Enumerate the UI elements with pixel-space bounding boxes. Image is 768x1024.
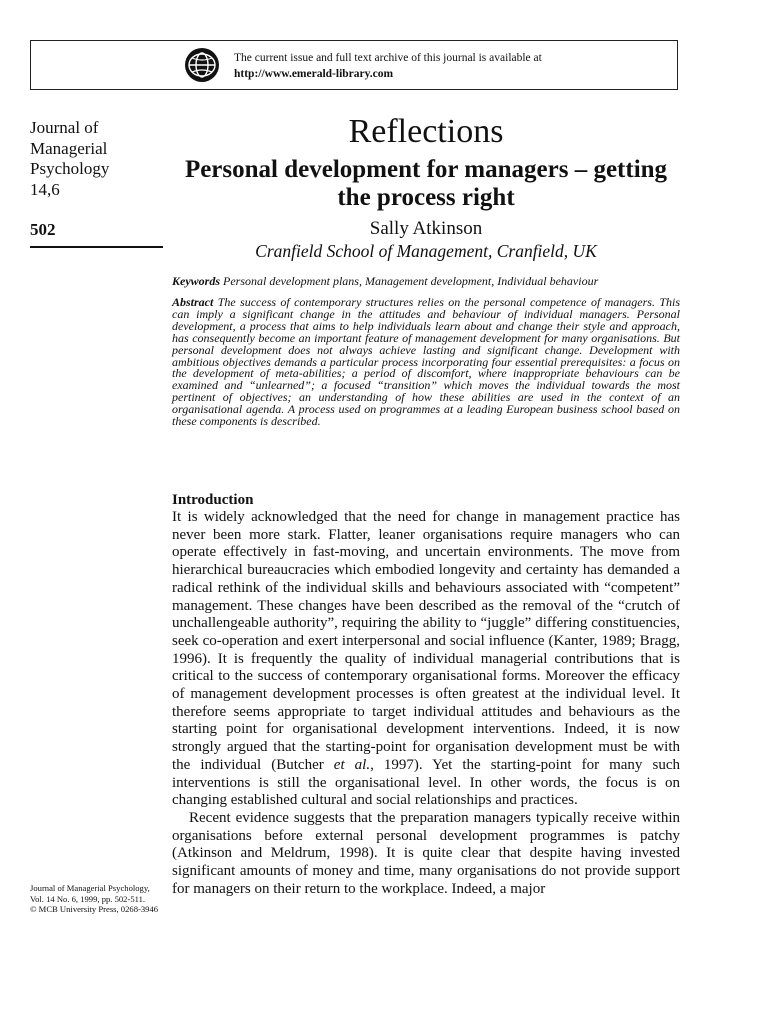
citation-etal: et al., — [333, 756, 374, 773]
keywords — [172, 274, 680, 288]
banner-url-link[interactable]: http://www.emerald-library.com — [234, 68, 394, 80]
abstract — [172, 297, 680, 428]
author-name: Sally Atkinson — [369, 218, 483, 239]
journal-volume: 14,6 — [30, 179, 60, 199]
paragraph: Recent evidence suggests that the preparation managers typically receive within organisations before external personal development programmes is patchy (Atkinson and Meldrum, 1998). It is quite clear that despite having invested significant amounts of money and time, many organisations do not provide support for managers on their return to the workplace. Indeed, a major — [172, 809, 680, 897]
keywords-label: Keywords — [172, 274, 220, 288]
introduction-body — [172, 509, 680, 898]
abstract-label: Abstract — [172, 295, 214, 309]
journal-name-line: Journal of — [30, 118, 99, 137]
archive-banner — [30, 40, 678, 90]
introduction-heading: Introduction — [172, 492, 254, 508]
journal-citation — [30, 883, 170, 915]
globe-icon — [184, 47, 220, 83]
keywords-text: Personal development plans, Management development, Individual behaviour — [223, 274, 599, 288]
abstract-text: The success of contemporary structures relies on the personal competence of managers. This can imply a significant change in the attitudes and behaviour of individual managers. Personal development, a process that aims to help individuals learn about and change their style and approach, has consequently become an important feature of management development for many organisations. But personal development does not always achieve lasting and significant change. Development with ambitious objectives demands a particular process incorporating four essential prerequisites: a focus on the development of meta-abilities; a period of discomfort, where inappropriate behaviours can be examined and “unlearned”; a focused “transition” which moves the individual towards the most pertinent of objectives; an understanding of how these abilities are used in the context of an organisational agenda. A process used on programmes at a leading European business school based on these components is described. — [172, 295, 681, 429]
journal-name-line: Managerial — [30, 138, 108, 158]
paragraph — [172, 509, 680, 810]
banner-availability-text: The current issue and full text archive of this journal is available at — [234, 52, 542, 64]
paragraph-text: 1997). Yet the starting-point for many such interventions is still the organisational level. In other words, the focus is on changing established cultural and social relationships and practices. — [172, 756, 680, 809]
citation-line: © MCB University Press, 0268-3946 — [30, 904, 159, 914]
page-number: 502 — [30, 220, 56, 239]
author-affiliation: Cranfield School of Management, Cranfield, UK — [255, 241, 597, 261]
citation-line: Journal of Managerial Psychology, — [30, 883, 150, 893]
journal-name — [30, 118, 160, 200]
sidebar-divider — [30, 246, 163, 248]
section-title: Reflections — [348, 113, 504, 150]
citation-line: Vol. 14 No. 6, 1999, pp. 502-511. — [30, 893, 146, 904]
article-title: Personal development for managers – getting the process right — [184, 156, 668, 211]
journal-name-line: Psychology — [30, 159, 110, 178]
paragraph-text: It is widely acknowledged that the need for change in management practice has never been more stark. Flatter, leaner organisations require managers who can operate effectively in fast-moving, and uncertain environments. The move from hierarchical bureaucracies which embodied longevity and certainty has demanded a radical rethink of the individual skills and behaviours associated with “competent” management. These changes have been described as the removal of the “crutch of unchallengeable authority”, requiring the ability to “juggle” differing constituencies, seek co-operation and exert interpersonal and social influence (Kanter, 1989; Bragg, 1996). It is frequently the quality of individual managerial contributions that is critical to the success of contemporary organisational forms. Moreover the efficacy of management development processes is often greatest at the individual level. It therefore seems appropriate to target individual attitudes and behaviours as the starting point for organisational development interventions. Indeed, it is now strongly argued that the starting-point for organisation development must be with the individual (Butcher — [172, 509, 680, 773]
